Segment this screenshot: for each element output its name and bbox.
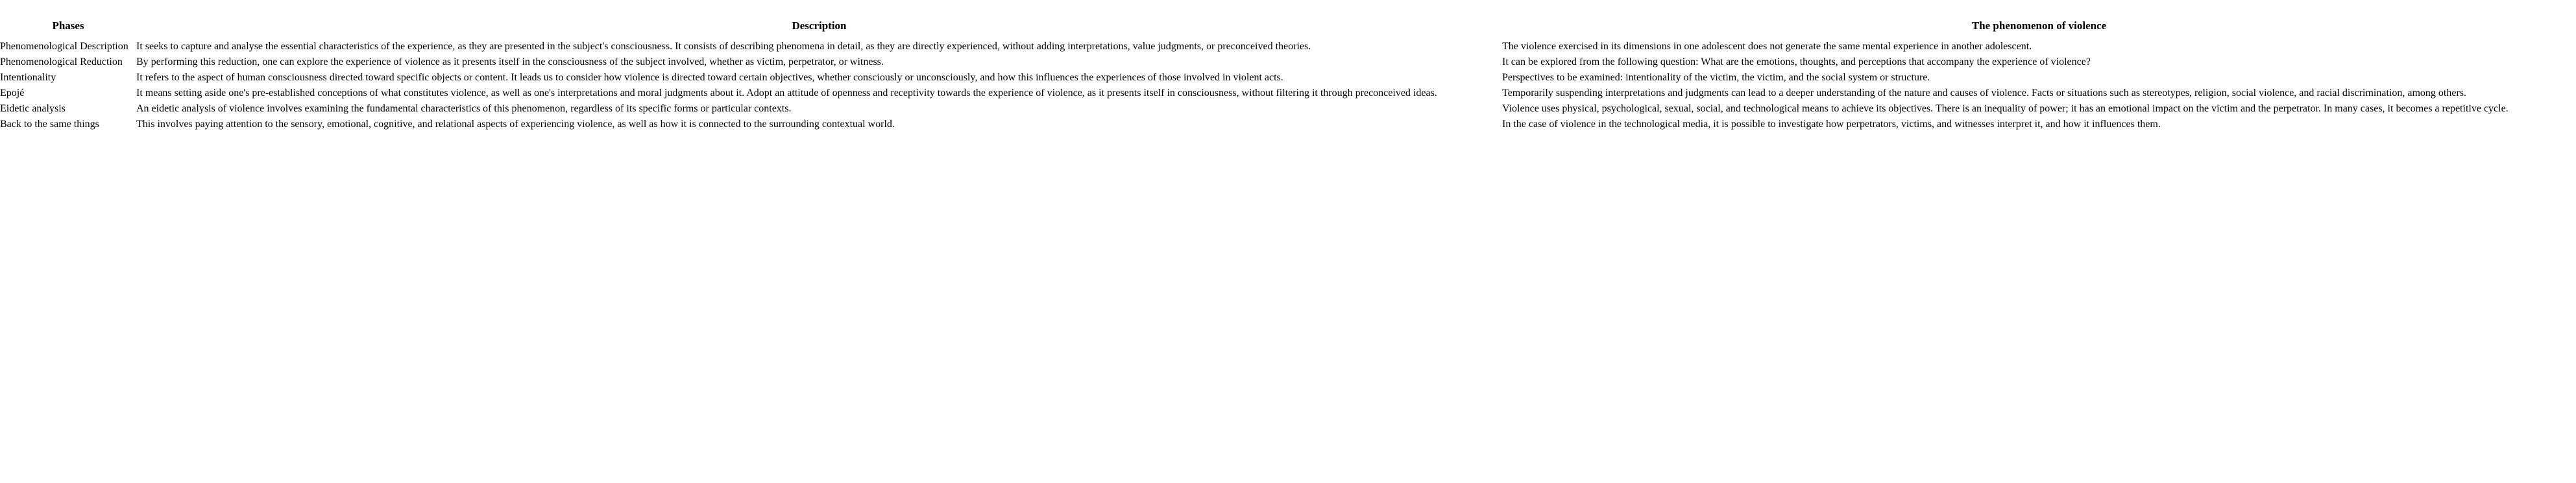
phenomenology-violence-table xyxy=(0,19,2576,132)
document-page xyxy=(0,19,2576,483)
cell-description: By performing this reduction, one can explore the experience of violence as it presents itself in the consciousness of the subject involved, whether as victim, perpetrator, or witness. xyxy=(136,56,884,68)
cell-violence: Violence uses physical, psychological, sexual, social, and technological means to achieve its objectives. There is an inequality of power; it has an emotional impact on the victim and the perpetrator. In many cases, it becomes a repetitive cycle. xyxy=(1502,103,2509,115)
cell-phase: Back to the same things xyxy=(0,119,99,130)
cell-phase: Phenomenological Reduction xyxy=(0,56,123,68)
cell-phase: Eidetic analysis xyxy=(0,103,66,115)
cell-description: It seeks to capture and analyse the essential characteristics of the experience, as they are presented in the subject's consciousness. It consists of describing phenomena in detail, as they are directly experienced, without adding interpretations, value judgments, or preconceived theories. xyxy=(136,41,1311,53)
cell-description: It means setting aside one's pre-established conceptions of what constitutes violence, as well as one's interpretations and moral judgments about it. Adopt an attitude of openness and receptivity towards the experience of violence, as it presents itself in consciousness, without filtering it through preconceived ideas. xyxy=(136,88,1437,99)
cell-phase: Intentionality xyxy=(0,72,56,84)
table-row xyxy=(0,70,2576,86)
table-row xyxy=(0,117,2576,132)
table-row xyxy=(0,101,2576,117)
table-row xyxy=(0,39,2576,54)
cell-violence: Temporarily suspending interpretations and judgments can lead to a deeper understanding of the nature and causes of violence. Facts or situations such as stereotypes, religion, social violence, and racial discrimination, among others. xyxy=(1502,88,2466,99)
cell-description: This involves paying attention to the sensory, emotional, cognitive, and relational aspects of experiencing violence, as well as how it is connected to the surrounding contextual world. xyxy=(136,119,895,130)
cell-phase: Phenomenological Description xyxy=(0,41,128,53)
table-header-row xyxy=(0,19,2576,39)
table-header xyxy=(0,19,2576,39)
cell-description: It refers to the aspect of human consciousness directed toward specific objects or content. It leads us to consider how violence is directed toward certain objectives, whether consciously or unconsciously, and how this influences the experiences of those involved in violent acts. xyxy=(136,72,1283,84)
table-body xyxy=(0,39,2576,132)
cell-violence: Perspectives to be examined: intentionality of the victim, the victim, and the social system or structure. xyxy=(1502,72,1930,84)
table-row xyxy=(0,86,2576,101)
cell-violence: It can be explored from the following question: What are the emotions, thoughts, and perceptions that accompany the experience of violence? xyxy=(1502,56,2091,68)
cell-phase: Epojé xyxy=(0,88,25,99)
cell-violence: The violence exercised in its dimensions in one adolescent does not generate the same mental experience in another adolescent. xyxy=(1502,41,2032,53)
cell-description: An eidetic analysis of violence involves examining the fundamental characteristics of this phenomenon, regardless of its specific forms or particular contexts. xyxy=(136,103,792,115)
table-row xyxy=(0,54,2576,70)
column-header-violence: The phenomenon of violence xyxy=(1971,19,2107,32)
column-header-phases: Phases xyxy=(52,19,84,32)
cell-violence: In the case of violence in the technological media, it is possible to investigate how perpetrators, victims, and witnesses interpret it, and how it influences them. xyxy=(1502,119,2161,130)
column-header-description: Description xyxy=(792,19,847,32)
